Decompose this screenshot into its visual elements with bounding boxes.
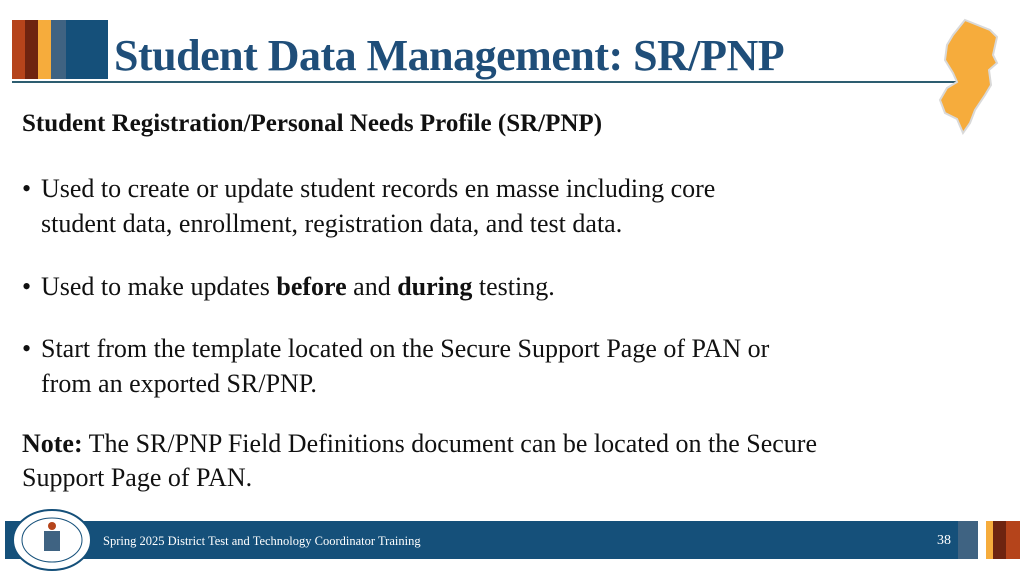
bullet-text: testing.: [472, 272, 555, 301]
bullet-line: from an exported SR/PNP.: [41, 369, 317, 398]
subheading: Student Registration/Personal Needs Profile (SR/PNP): [22, 110, 603, 137]
bullet-text: Used to make updates: [41, 272, 277, 301]
slide-title: Student Data Management: SR/PNP: [114, 31, 785, 80]
bullet-text: and: [346, 272, 398, 301]
bullet-line: student data, enrollment, registration data, and test data.: [41, 209, 623, 238]
nj-department-of-education-seal-icon: [11, 509, 93, 571]
footer-text: Spring 2025 District Test and Technology Coordinator Training: [103, 534, 421, 548]
decor-stripe-rust: [12, 20, 25, 79]
decor-stripe-navy: [66, 20, 108, 79]
emphasis-during: during: [397, 272, 473, 301]
bullet-item: • Start from the template located on the Secure Support Page of PAN or from an exported SR/PNP.: [22, 331, 769, 401]
footer-stripe-slate: [958, 521, 978, 559]
bullet-item: • Used to create or update student records en masse including core student data, enrollment, registration data, and test data.: [22, 171, 715, 241]
decor-stripe-gold: [38, 20, 51, 79]
new-jersey-map-icon: [935, 15, 1015, 145]
note-text: The SR/PNP Field Definitions document can be located on the Secure Support Page of PAN.: [22, 429, 818, 492]
decor-stripe-slate: [51, 20, 66, 79]
note-label: Note:: [22, 429, 83, 458]
page-number: 38: [937, 533, 951, 548]
footer-stripe-gold: [986, 521, 993, 559]
footer-stripe-rust: [1006, 521, 1020, 559]
bullet-line: Start from the template located on the Secure Support Page of PAN or: [41, 334, 770, 363]
note: [22, 427, 902, 495]
bullet-line: Used to create or update student records en masse including core: [41, 174, 716, 203]
footer-stripe-brown: [993, 521, 1006, 559]
title-divider: [12, 81, 962, 83]
bullet-item: • Used to make updates before and during testing.: [22, 272, 555, 301]
emphasis-before: before: [276, 272, 347, 301]
decor-stripe-brown: [25, 20, 38, 79]
